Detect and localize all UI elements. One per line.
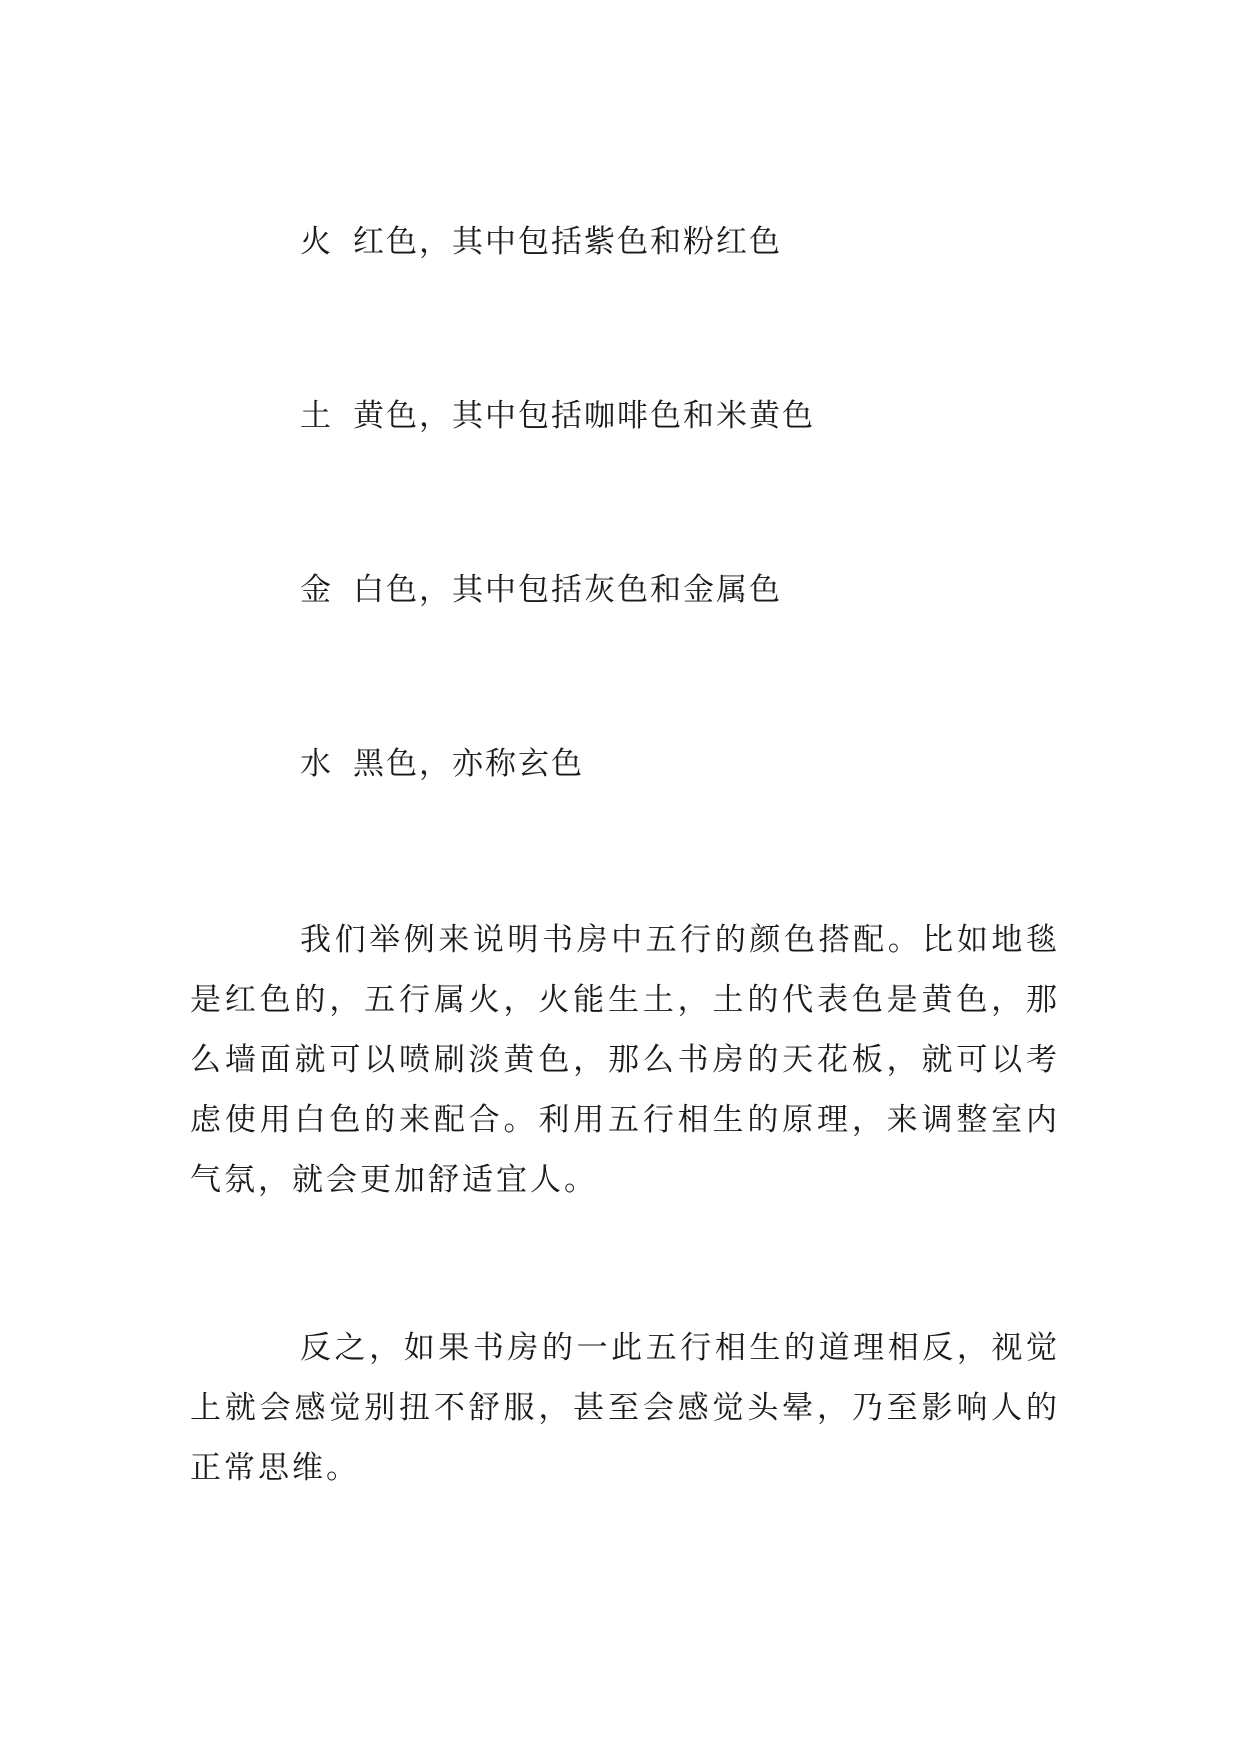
paragraph-color-example: 我们举例来说明书房中五行的颜色搭配。比如地毯是红色的，五行属火，火能生土，土的代表色是黄色，那么墙面就可以喷刷淡黄色，那么书房的天花板，就可以考虑使用白色的来配合。利用五行相生的原理，来调整室内气氛，就会更加舒适宜人。 — [190, 922, 1060, 1198]
color-description: 黑色，亦称玄色 — [353, 746, 584, 782]
element-label: 水 — [300, 746, 333, 782]
color-line-metal — [300, 570, 782, 610]
color-line-fire — [300, 222, 782, 262]
color-description: 白色，其中包括灰色和金属色 — [353, 572, 782, 608]
element-label: 火 — [300, 224, 333, 260]
element-label: 金 — [300, 572, 333, 608]
paragraph-contrary: 反之，如果书房的一此五行相生的道理相反，视觉上就会感觉别扭不舒服，甚至会感觉头晕，乃至影响人的正常思维。 — [190, 1330, 1060, 1486]
color-line-water — [300, 744, 584, 784]
color-description: 黄色，其中包括咖啡色和米黄色 — [353, 398, 815, 434]
color-description: 红色，其中包括紫色和粉红色 — [353, 224, 782, 260]
element-label: 土 — [300, 398, 333, 434]
color-line-earth — [300, 396, 815, 436]
